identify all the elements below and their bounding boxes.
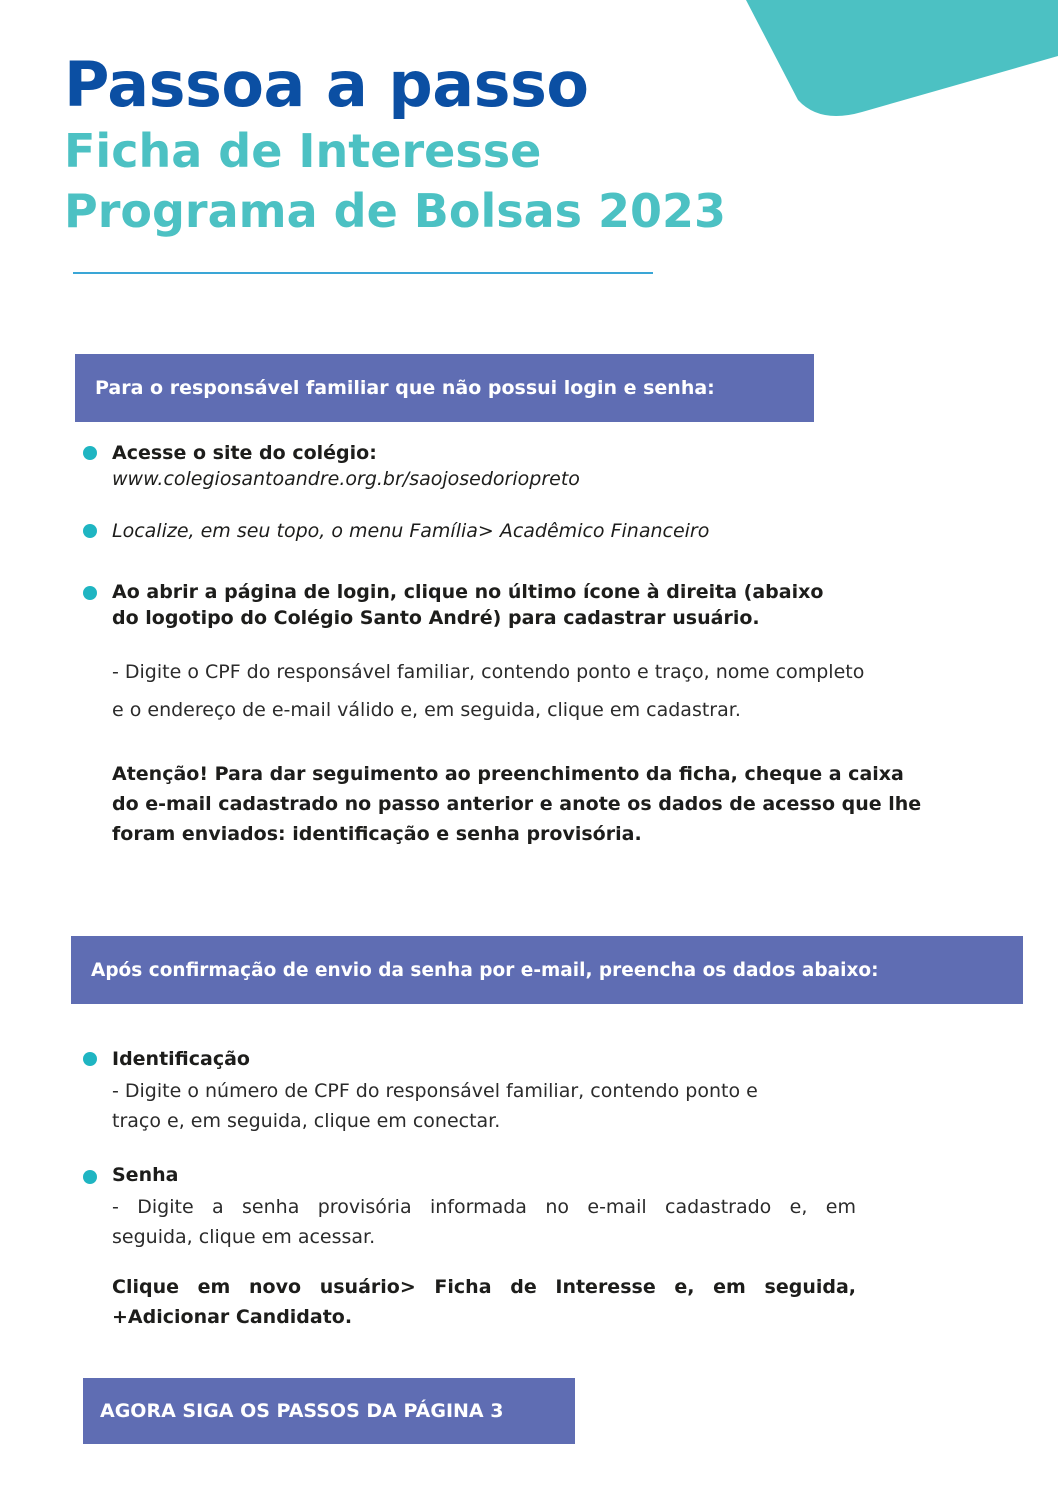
identificacao-line1: - Digite o número de CPF do responsável familiar, contendo ponto e — [112, 1080, 758, 1102]
section2-banner — [71, 936, 1023, 1004]
cpf-instruction-line2: e o endereço de e-mail válido e, em seguida, clique em cadastrar. — [112, 699, 741, 721]
attention-line2: do e-mail cadastrado no passo anterior e anote os dados de acesso que lhe — [112, 793, 922, 815]
final-instruction-line1 — [112, 1272, 856, 1302]
identificacao-heading: Identificação — [112, 1048, 250, 1070]
final-instruction-line2: +Adicionar Candidato. — [112, 1306, 353, 1328]
site-url-link[interactable]: www.colegiosantoandre.org.br/saojosedoriopreto — [112, 468, 580, 490]
identificacao-line2: traço e, em seguida, clique em conectar. — [112, 1110, 501, 1132]
bullet-login-line2: do logotipo do Colégio Santo André) para cadastrar usuário. — [112, 607, 760, 629]
final-instruction-line1-text: Clique em novo usuário> Ficha de Interesse e, em seguida, — [112, 1276, 856, 1298]
section1-banner-text: Para o responsável familiar que não possui login e senha: — [95, 377, 715, 399]
bullet-menu-text: Localize, em seu topo, o menu Família> Acadêmico Financeiro — [112, 520, 710, 542]
title-divider — [73, 272, 653, 274]
attention-line1: Atenção! Para dar seguimento ao preenchimento da ficha, cheque a caixa — [112, 763, 904, 785]
bullet-dot-icon — [83, 1170, 97, 1184]
page-subtitle-line1: Ficha de Interesse — [64, 124, 542, 178]
senha-line1 — [112, 1192, 856, 1222]
bullet-login-line1: Ao abrir a página de login, clique no último ícone à direita (abaixo — [112, 581, 824, 603]
next-steps-button[interactable] — [83, 1378, 575, 1444]
page-subtitle-line2: Programa de Bolsas 2023 — [64, 184, 727, 238]
cpf-instruction-line1: - Digite o CPF do responsável familiar, contendo ponto e traço, nome completo — [112, 661, 865, 683]
bullet-site-heading: Acesse o site do colégio: — [112, 442, 377, 464]
section1-banner — [75, 354, 814, 422]
bullet-dot-icon — [83, 586, 97, 600]
page-title: Passoa a passo — [64, 48, 589, 121]
senha-line2: seguida, clique em acessar. — [112, 1226, 376, 1248]
next-steps-button-label: AGORA SIGA OS PASSOS DA PÁGINA 3 — [100, 1400, 504, 1422]
attention-line3: foram enviados: identificação e senha provisória. — [112, 823, 642, 845]
senha-heading: Senha — [112, 1164, 179, 1186]
senha-line1-text: - Digite a senha provisória informada no e-mail cadastrado e, em — [112, 1196, 856, 1218]
bullet-dot-icon — [83, 524, 97, 538]
bullet-dot-icon — [83, 1052, 97, 1066]
bullet-dot-icon — [83, 446, 97, 460]
section2-banner-text: Após confirmação de envio da senha por e-mail, preencha os dados abaixo: — [91, 959, 879, 981]
